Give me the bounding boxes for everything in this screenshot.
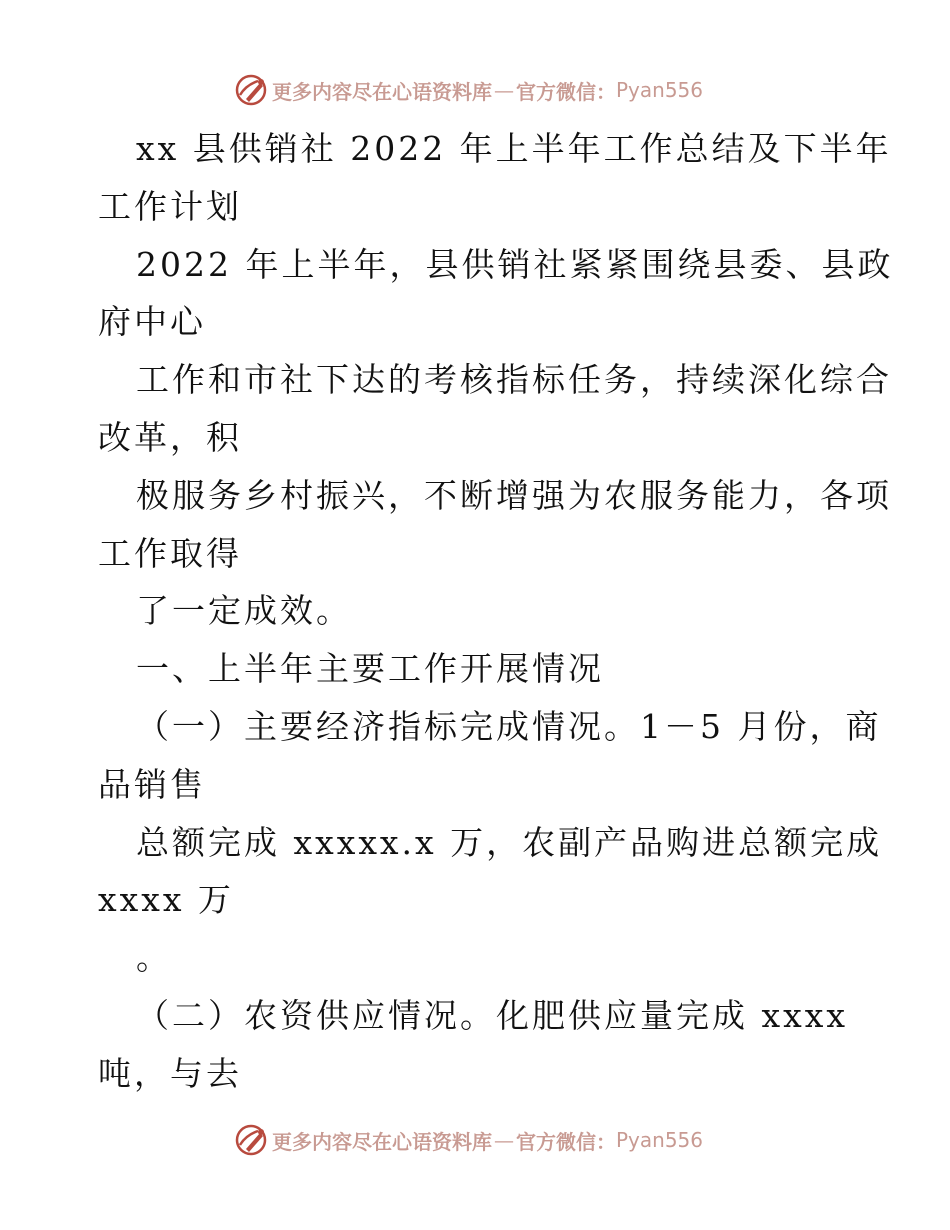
watermark-label: 官方微信： (516, 79, 616, 104)
paragraph-line: 府中心 (98, 302, 206, 342)
watermark-header (234, 70, 703, 110)
title-line-2: 工作计划 (98, 186, 242, 226)
title-line-1: xx 县供销社 2022 年上半年工作总结及下半年 (136, 129, 892, 168)
watermark-brand: 更多内容尽在心语资料库 (272, 79, 492, 104)
paragraph-line: 吨，与去 (98, 1053, 242, 1093)
watermark-separator: — (494, 1128, 514, 1152)
watermark-id: Pyan556 (616, 1128, 704, 1152)
paragraph-line: 极服务乡村振兴，不断增强为农服务能力，各项 (136, 475, 892, 515)
subsection-line: （一）主要经济指标完成情况。1－5 月份，商 (136, 706, 882, 746)
pen-logo-icon (234, 1123, 268, 1157)
watermark-id: Pyan556 (616, 78, 704, 102)
paragraph-line: 改革，积 (98, 417, 242, 457)
paragraph-line: 工作取得 (98, 533, 242, 573)
paragraph-line: 。 (136, 938, 172, 978)
watermark-footer (234, 1120, 703, 1160)
paragraph-line: 工作和市社下达的考核指标任务，持续深化综合 (136, 360, 892, 400)
paragraph-line: 了一定成效。 (136, 591, 352, 631)
document-body (98, 120, 894, 1103)
subsection-line: （二）农资供应情况。化肥供应量完成 xxxx (136, 995, 848, 1035)
paragraph-line: 2022 年上半年，县供销社紧紧围绕县委、县政 (136, 244, 894, 284)
section-heading: 一、上半年主要工作开展情况 (136, 649, 604, 689)
watermark-label: 官方微信： (516, 1129, 616, 1154)
pen-logo-icon (234, 73, 268, 107)
watermark-brand: 更多内容尽在心语资料库 (272, 1129, 492, 1154)
watermark-separator: — (494, 78, 514, 102)
paragraph-line: 总额完成 xxxxx.x 万，农副产品购进总额完成 (136, 822, 883, 862)
paragraph-line: xxxx 万 (98, 880, 234, 920)
paragraph-line: 品销售 (98, 764, 206, 804)
